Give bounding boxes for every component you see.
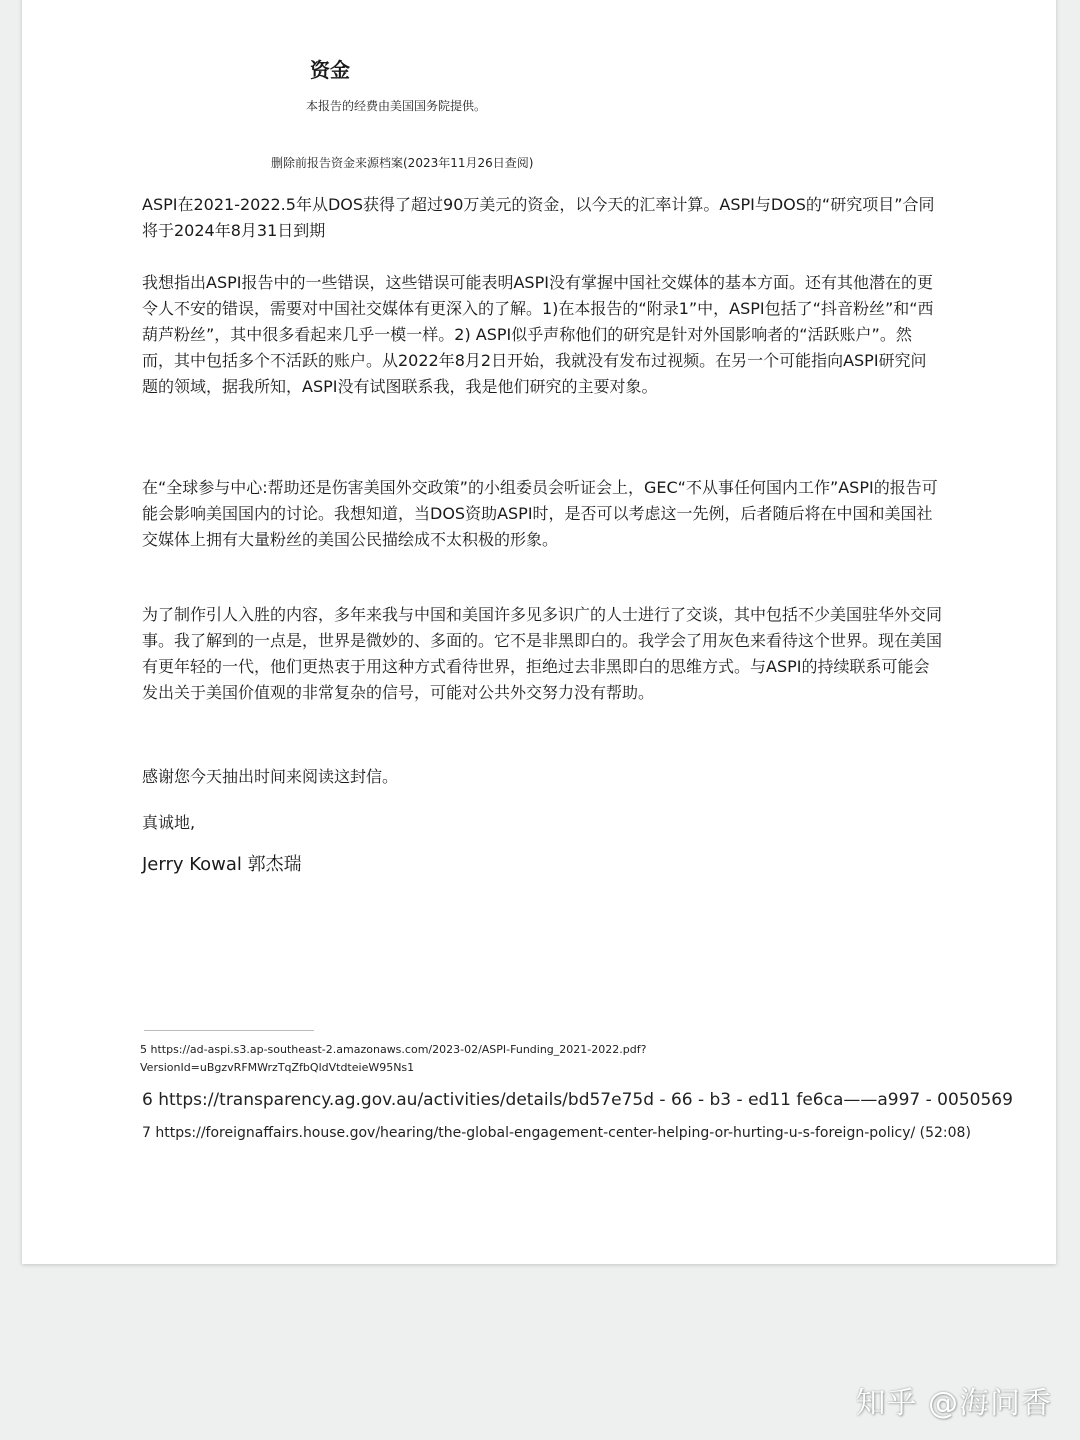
paragraph-funding-amount: [142, 192, 942, 244]
archive-caption: 删除前报告资金来源档案(2023年11月26日查阅): [271, 156, 534, 170]
footnote-divider: [144, 1030, 314, 1031]
closing-sincerely: 真诚地,: [142, 813, 196, 832]
funding-heading: 资金: [310, 58, 350, 82]
footnote-6: 6 https://transparency.ag.gov.au/activities/details/bd57e75d - 66 - b3 - ed11 fe6ca——a997 - 0050569: [142, 1090, 1013, 1110]
zhihu-watermark: 知乎 @海问香: [855, 1386, 1052, 1421]
paragraph-gec-hearing: [142, 475, 942, 553]
paragraph-text: 我想指出ASPI报告中的一些错误，这些错误可能表明ASPI没有掌握中国社交媒体的基本方面。还有其他潜在的更令人不安的错误，需要对中国社交媒体有更深入的了解。1)在本报告的“附录1”中，ASPI包括了“抖音粉丝”和“西葫芦粉丝”，其中很多看起来几乎一模一样。2) ASPI似乎声称他们的研究是针对外国影响者的“活跃账户”。然而，其中包括多个不活跃的账户。从2022年8月2日开始，我就没有发布过视频。在另一个可能指向ASPI研究问题的领域，据我所知，ASPI没有试图联系我，我是他们研究的主要对象。: [142, 273, 934, 396]
closing-thanks: 感谢您今天抽出时间来阅读这封信。: [142, 767, 399, 786]
footnote-5-line2: VersionId=uBgzvRFMWrzTqZfbQldVtdteieW95Ns1: [140, 1061, 415, 1074]
paragraph-perspective: [142, 602, 942, 706]
document-page: [22, 0, 1056, 1264]
signature: Jerry Kowal 郭杰瑞: [142, 854, 302, 875]
footnote-5-line1: 5 https://ad-aspi.s3.ap-southeast-2.amazonaws.com/2023-02/ASPI-Funding_2021-2022.pdf?: [140, 1043, 647, 1056]
paragraph-text: 在“全球参与中心:帮助还是伤害美国外交政策”的小组委员会听证会上，GEC“不从事任何国内工作”ASPI的报告可能会影响美国国内的讨论。我想知道，当DOS资助ASPI时，是否可以考虑这一先例，后者随后将在中国和美国社交媒体上拥有大量粉丝的美国公民描绘成不太积极的形象。: [142, 478, 938, 549]
paragraph-errors: [142, 270, 942, 400]
paragraph-text: 为了制作引人入胜的内容，多年来我与中国和美国许多见多识广的人士进行了交谈，其中包括不少美国驻华外交同事。我了解到的一点是，世界是微妙的、多面的。它不是非黑即白的。我学会了用灰色来看待这个世界。现在美国有更年轻的一代，他们更热衷于用这种方式看待世界，拒绝过去非黑即白的思维方式。与ASPI的持续联系可能会发出关于美国价值观的非常复杂的信号，可能对公共外交努力没有帮助。: [142, 605, 943, 702]
funding-note: 本报告的经费由美国国务院提供。: [306, 99, 487, 113]
paragraph-text: ASPI在2021-2022.5年从DOS获得了超过90万美元的资金，以今天的汇率计算。ASPI与DOS的“研究项目”合同将于2024年8月31日到期: [142, 195, 935, 240]
footnote-7: 7 https://foreignaffairs.house.gov/hearing/the-global-engagement-center-helping-or-hurting-u-s-foreign-policy/ (52:08): [142, 1125, 971, 1141]
